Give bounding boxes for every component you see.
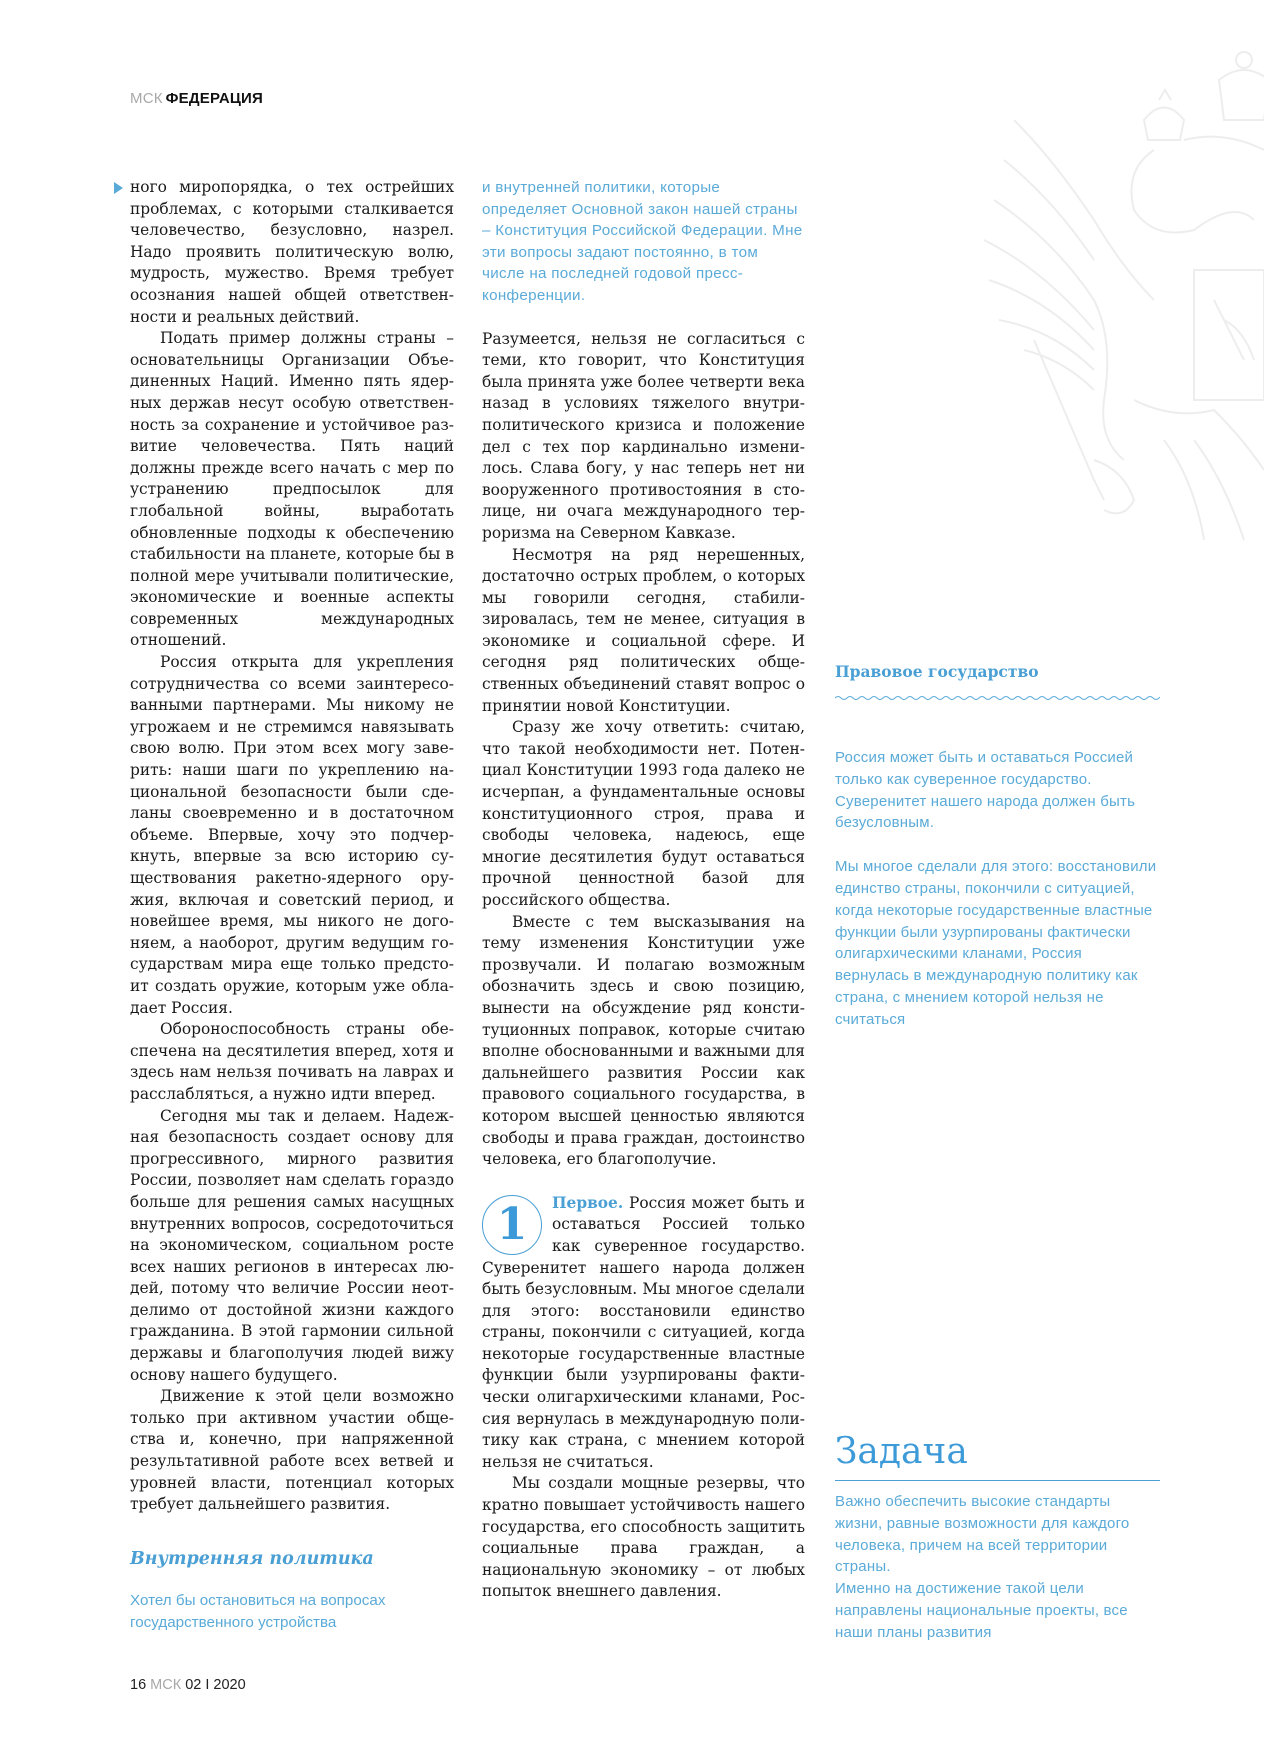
lead-word: Первое. [552, 1193, 624, 1212]
sidebar-task [835, 1432, 1160, 1644]
subsection-heading: Внутренняя политика [130, 1549, 374, 1569]
paragraph: Несмотря на ряд нерешенных, достаточно острых проблем, о которых мы говорили сегодня, стабилизировалась, тем не менее, ситуация в экономике и социальной сфере. И сегодня ряд политических общественных объединений ставят вопрос о принятии новой Конституции. [482, 545, 805, 715]
paragraph: Вместе с тем высказывания на тему изменения Конституции уже прозвучали. И полагаю возможным обозначить здесь и свою позицию, вынести на обсуждение ряд конституционных поправок, которые считаю вполне обоснованными и важными для дальнейшего развития России как правового социального государства, в котором высшей ценностью являются свободы и права граждан, достоинство человека, его благополучие. [482, 912, 805, 1169]
page-footer [130, 1677, 246, 1693]
paragraph: Россия открыта для укрепления сотрудничества со всеми заинтересованными партнерами. Мы никому не угрожаем и не стремимся навязывать свою волю. При этом всех могу заверить: наши шаги по укреплению национальной безопасности были сделаны своевременно и в достаточном объеме. Впервые, хочу это подчеркнуть, впервые за всю историю существования ракетно-ядерного оружия, включая и советский период, и новейшее время, мы никого не догоняем, а наоборот, другим ведущим государствам мира еще только предстоит создать оружие, которым уже обладает Россия. [130, 653, 454, 1017]
paragraph: Сразу же хочу ответить: считаю, что такой необходимости нет. Потенциал Конституции 1993 года далеко не исчерпан, а фундаментальные основы конституционного строя, права и свободы человека, надеюсь, еще многие десятилетия будут оставаться прочной ценностной базой для российского общества. [482, 718, 805, 909]
task-title: Задача [835, 1431, 968, 1472]
paragraph: Сегодня мы так и делаем. Надежная безопасность создает основу для прогрессивного, мирного развития России, позволяет нам сделать гораздо больше для решения самых насущных внутренних вопросов, сосредоточиться на экономическом, социальном росте всех наших регионов в интересах людей, потому что величие России неотделимо от достойной жизни каждого гражданина. В этой гармонии сильной державы и благополучия людей вижу основу нашего будущего. [130, 1106, 454, 1384]
number-one-badge: 1 [482, 1195, 542, 1255]
numbered-point [482, 1193, 805, 1474]
paragraph: ного миропорядка, о тех острейших проблемах, с которыми сталкивается человечество, безусловно, назрел. Надо проявить политическую волю, мудрость, мужество. Время требует осознания нашей общей ответственности и реальных действий. [130, 178, 454, 326]
paragraph: Разумеется, нельзя не согласиться с теми, кто говорит, что Конституция была принята уже более четверти века назад в условиях тяжелого внутриполитического кризиса и положение дел с тех пор кардинально изменилось. Слава богу, у нас теперь нет ни вооруженного противостояния в столице, ни очага международного терроризма на Северном Кавказе. [482, 329, 805, 542]
task-text [835, 1491, 1160, 1644]
subsection-lead: Хотел бы остановиться на вопросах государственного устройства [130, 1592, 386, 1631]
sidebar-title: Правовое государство [835, 662, 1039, 681]
paragraph: Подать пример должны страны – основательницы Организации Объединенных Наций. Именно пять ядерных держав несут особую ответственность за сохранение и устойчивое развитие человечества. Пять наций должны прежде всего начать с мер по устранению предпосылок для глобальной войны, выработать обновленные подходы к обеспечению стабильности на планете, которые бы в полной мере учитывали политические, экономические и военные аспекты современных международных отношений. [130, 329, 454, 650]
article-column-1 [130, 177, 454, 1516]
task-paragraph: Важно обеспечить высокие стандарты жизни, равные возможности для каждого человека, причем на всей территории страны. [835, 1493, 1130, 1576]
paragraph: Движение к этой цели возможно только при активном участии общества и, конечно, при напряженной результативной работе всех ветвей и уровней власти, потенциал которых требует дальнейшего развития. [130, 1387, 454, 1514]
wavy-divider-icon [835, 695, 1160, 701]
paragraph: Мы создали мощные резервы, что кратно повышает устойчивость нашего государства, его способность защитить социальные права граждан, а национальную экономику – от любых попыток внешнего давления. [482, 1474, 805, 1601]
article-column-2 [482, 177, 805, 1603]
numbered-text: Россия может быть и оставаться Россией только как суверенное государство. Суверенитет нашего народа должен быть безусловным. Мы многое сделали для этого: восстановили единство страны, покончили с ситуацией, когда некоторые государственные властные функции были узурпированы фактически олигархическими кланами, Россия вернулась в международную политику как страна, с мнением которой нельзя не считаться. [482, 1193, 805, 1471]
sidebar-text [835, 747, 1160, 1031]
page-header [130, 90, 263, 107]
double-headed-eagle-emblem-icon [964, 20, 1264, 580]
sidebar-paragraph: Россия может быть и оставаться Россией только как суверенное государство. Суверенитет нашего народа должен быть безусловным. [835, 749, 1136, 832]
task-paragraph: Именно на достижение такой цели направлены национальные проекты, все наши планы развития [835, 1580, 1128, 1641]
continuation-arrow-icon [114, 182, 123, 194]
sidebar-paragraph: Мы многое сделали для этого: восстановили единство страны, покончили с ситуацией, когда некоторые государственные властные функции были узурпированы фактически олигархическими кланами, Россия вернулась в международную политику как страна, с мнением которой нельзя не считаться [835, 858, 1157, 1028]
section-title: ФЕДЕРАЦИЯ [165, 90, 264, 107]
task-divider [835, 1480, 1160, 1481]
subsection-lead-continuation: и внутренней политики, которые определяет Основной закон нашей страны – Конституция Российской Федерации. Мне эти вопросы задают постоянно, в том числе на последней годовой пресс-конференции. [482, 179, 803, 304]
issue-number: 02 I 2020 [185, 1677, 246, 1693]
sidebar-legal-state [835, 662, 1160, 1053]
page-number: 16 [130, 1677, 147, 1693]
paragraph: Обороноспособность страны обеспечена на десятилетия вперед, хотя и здесь нам нельзя почивать на лаврах и расслабляться, а нужно идти вперед. [130, 1020, 454, 1103]
magazine-brand: МСК [130, 90, 163, 107]
footer-brand: МСК [150, 1677, 182, 1693]
